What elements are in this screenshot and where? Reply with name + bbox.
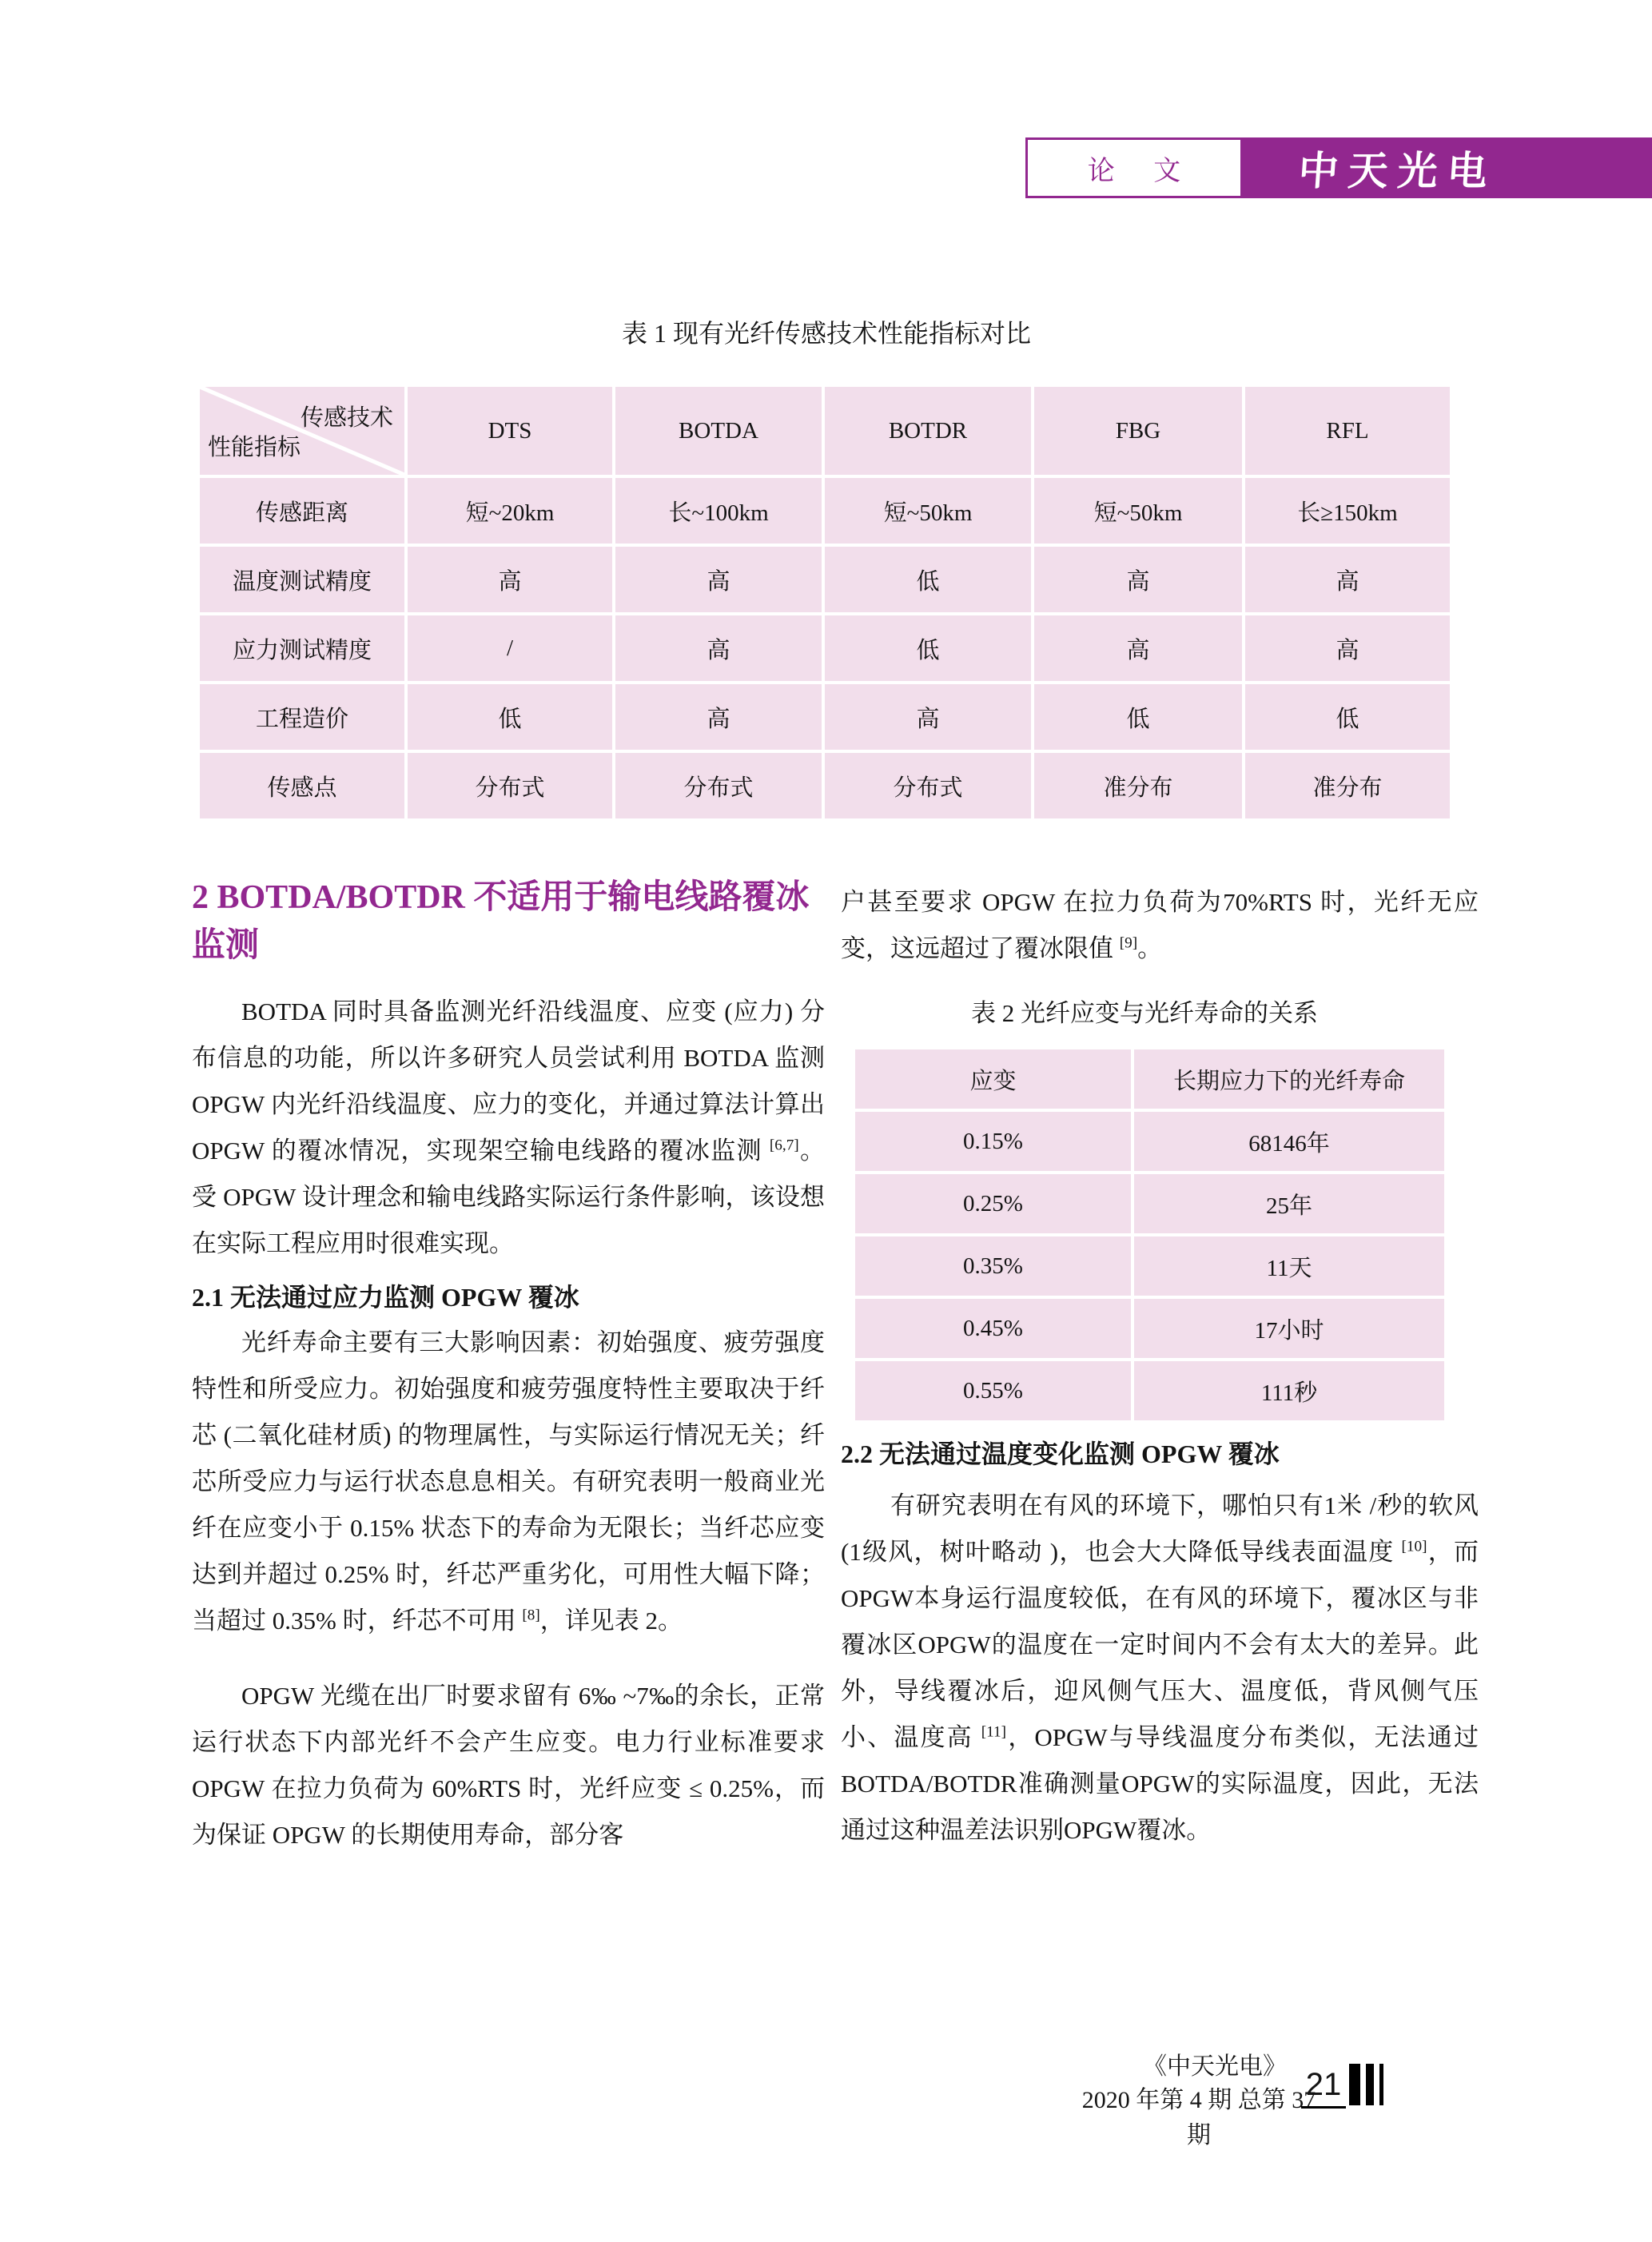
footer-issue-info: 2020 年第 4 期 总第 37 期 — [1081, 2087, 1316, 2148]
table-cell: 准分布 — [1245, 753, 1450, 818]
table-row — [200, 684, 1450, 750]
table-cell: 低 — [1245, 684, 1450, 750]
table-cell: 低 — [408, 684, 612, 750]
paragraph: 光纤寿命主要有三大影响因素：初始强度、疲劳强度特性和所受应力。初始强度和疲劳强度特性主要取决于纤芯 (二氧化硅材质) 的物理属性，与实际运行情况无关；纤芯所受应力与运行状态息息相关。有研究表明一般商业光纤在应变小于 0.15% 状态下的寿命为无限长；当纤芯应变达到并超过 0.25% 时，纤芯严重劣化，可用性大幅下降；当超过 0.35% 时，纤芯不可用 [8]，详见表 2。 — [192, 1328, 825, 1635]
table-cell: 低 — [825, 615, 1031, 681]
table-row — [200, 547, 1450, 612]
table1-corner-cell — [200, 387, 404, 475]
table-row — [855, 1174, 1444, 1233]
paragraph: OPGW 光缆在出厂时要求留有 6‰ ~7‰的余长，正常运行状态下内部光纤不会产生应变。电力行业标准要求 OPGW 在拉力负荷为 60%RTS 时，光纤应变 ≤ 0.25%，而为保证 OPGW 的长期使用寿命，部分客 — [192, 1682, 825, 1850]
corner-label-top: 传感技术 — [300, 405, 393, 431]
table-row — [855, 1361, 1444, 1420]
table2-col-header: 应变 — [855, 1049, 1131, 1109]
table1-col-header: RFL — [1245, 387, 1450, 475]
table-row — [200, 478, 1450, 544]
table-row — [855, 1299, 1444, 1358]
table-cell: 11天 — [1134, 1236, 1444, 1296]
table-cell: 低 — [825, 547, 1031, 612]
table1-col-header: BOTDR — [825, 387, 1031, 475]
table-cell: 分布式 — [408, 753, 612, 818]
table-cell: 0.15% — [855, 1112, 1131, 1171]
table-cell: / — [408, 615, 612, 681]
table-cell: 高 — [1245, 547, 1450, 612]
section-2-heading: 2 BOTDA/BOTDR 不适用于输电线路覆冰监测 — [192, 879, 810, 964]
table-cell: 高 — [408, 547, 612, 612]
table-row — [200, 753, 1450, 818]
paper-tag-box — [1025, 137, 1243, 198]
table-cell: 高 — [615, 615, 822, 681]
table-cell: 0.55% — [855, 1361, 1131, 1420]
row-label: 传感点 — [200, 753, 404, 818]
table-cell: 17小时 — [1134, 1299, 1444, 1358]
paper-tag-label: 论 文 — [1087, 156, 1197, 186]
table-cell: 分布式 — [825, 753, 1031, 818]
table-cell: 高 — [615, 684, 822, 750]
table1-col-header: DTS — [408, 387, 612, 475]
table-cell: 长≥150km — [1245, 478, 1450, 544]
paragraph: 有研究表明在有风的环境下，哪怕只有1米 /秒的软风 (1级风，树叶略动 )，也会大大降低导线表面温度 [10]，而 OPGW本身运行温度较低，在有风的环境下，覆冰区与非覆冰区OPGW的温度在一定时间内不会有太大的差异。此外，导线覆冰后，迎风侧气压大、温度低，背风侧气压小、温度高 [11]，OPGW与导线温度分布类似，无法通过 BOTDA/BOTDR准确测量OPGW的实际温度，因此，无法通过这种温差法识别OPGW覆冰。 — [841, 1491, 1479, 1844]
paragraph: BOTDA 同时具备监测光纤沿线温度、应变 (应力) 分布信息的功能，所以许多研究人员尝试利用 BOTDA 监测 OPGW 内光纤沿线温度、应力的变化，并通过算法计算出 OPGW 的覆冰情况，实现架空输电线路的覆冰监测 [6,7]。受 OPGW 设计理念和输电线路实际运行条件影响，该设想在实际工程应用时很难实现。 — [192, 998, 826, 1258]
row-label: 传感距离 — [200, 478, 404, 544]
table-cell: 25年 — [1134, 1174, 1444, 1233]
table-row — [200, 615, 1450, 681]
table2 — [852, 1046, 1447, 1424]
table1-col-header: BOTDA — [615, 387, 822, 475]
table-cell: 分布式 — [615, 753, 822, 818]
row-label: 温度测试精度 — [200, 547, 404, 612]
table-cell: 高 — [1034, 547, 1242, 612]
table-cell: 短~50km — [825, 478, 1031, 544]
table-cell: 短~20km — [408, 478, 612, 544]
table-cell: 0.35% — [855, 1236, 1131, 1296]
footer-journal-name: 《中天光电》 — [1143, 2053, 1287, 2080]
table-row — [855, 1112, 1444, 1171]
table-cell: 短~50km — [1034, 478, 1242, 544]
table-cell: 高 — [1245, 615, 1450, 681]
brand-logo: 中天光电 — [1296, 149, 1499, 193]
footer-bars-icon — [1349, 2064, 1383, 2105]
table-cell: 高 — [825, 684, 1031, 750]
table-cell: 0.25% — [855, 1174, 1131, 1233]
section-2-1-heading: 2.1 无法通过应力监测 OPGW 覆冰 — [192, 1283, 579, 1312]
table-cell: 高 — [1034, 615, 1242, 681]
table2-caption: 表 2 光纤应变与光纤寿命的关系 — [971, 999, 1318, 1027]
table2-col-header: 长期应力下的光纤寿命 — [1134, 1049, 1444, 1109]
paragraph: 户甚至要求 OPGW 在拉力负荷为70%RTS 时，光纤无应变，这远超过了覆冰限值 [9]。 — [841, 888, 1479, 962]
table-row — [855, 1236, 1444, 1296]
header-banner — [1025, 137, 1652, 198]
right-column — [841, 879, 1479, 1854]
table-cell: 低 — [1034, 684, 1242, 750]
table1-col-header: FBG — [1034, 387, 1242, 475]
row-label: 应力测试精度 — [200, 615, 404, 681]
table-cell: 111秒 — [1134, 1361, 1444, 1420]
table-cell: 准分布 — [1034, 753, 1242, 818]
corner-label-bottom: 性能指标 — [208, 435, 301, 460]
table1 — [197, 384, 1453, 822]
footer-page-number: 21 — [1301, 2067, 1346, 2109]
row-label: 工程造价 — [200, 684, 404, 750]
table-cell: 高 — [615, 547, 822, 612]
table-cell: 68146年 — [1134, 1112, 1444, 1171]
table-cell: 长~100km — [615, 478, 822, 544]
table1-caption: 表 1 现有光纤传感技术性能指标对比 — [621, 319, 1031, 348]
section-2-2-heading: 2.2 无法通过温度变化监测 OPGW 覆冰 — [841, 1440, 1280, 1468]
left-column — [192, 874, 825, 1858]
table-cell: 0.45% — [855, 1299, 1131, 1358]
